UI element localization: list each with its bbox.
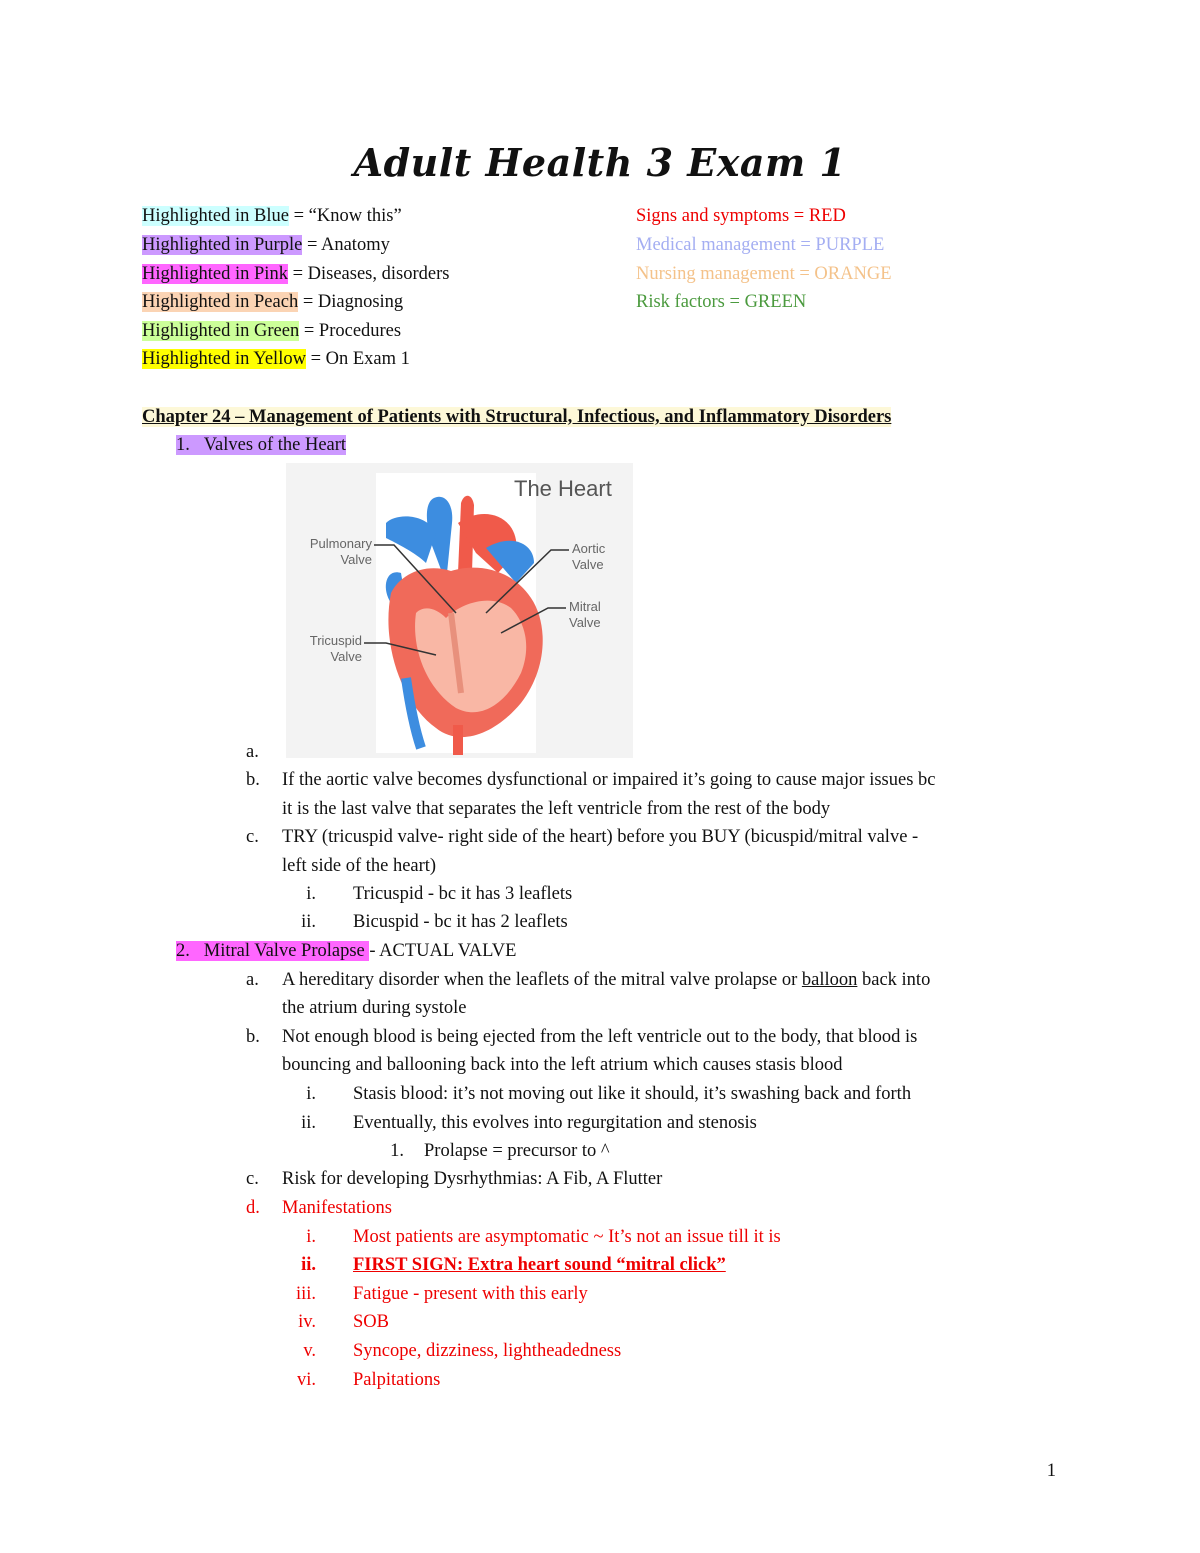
- item-2a-line1: A hereditary disorder when the leaflets of the mitral valve prolapse or balloon back into: [282, 970, 931, 990]
- legend-medical: Medical management = PURPLE: [636, 235, 885, 255]
- legend-blue: Highlighted in Blue = “Know this”: [142, 206, 402, 226]
- manifestation-first-sign: FIRST SIGN: Extra heart sound “mitral click”: [353, 1255, 726, 1275]
- heart-diagram: [286, 463, 633, 758]
- item-2d-marker: d.: [246, 1198, 260, 1218]
- item-2bi-text: Stasis blood: it’s not moving out like it should, it’s swashing back and forth: [353, 1084, 912, 1104]
- legend-peach: Highlighted in Peach = Diagnosing: [142, 292, 404, 312]
- item-1c-line2: left side of the heart): [282, 856, 437, 876]
- svg-text:Mitral: Mitral: [569, 599, 601, 614]
- item-2c-marker: c.: [246, 1169, 259, 1189]
- manifestation-item: Syncope, dizziness, lightheadedness: [353, 1341, 622, 1361]
- svg-text:Aortic: Aortic: [572, 541, 606, 556]
- section-valves: 1. Valves of the Heart: [176, 435, 347, 455]
- item-2bii1-marker: 1.: [390, 1141, 404, 1161]
- document-title: Adult Health 3 Exam 1: [353, 140, 847, 185]
- item-2a-line2: the atrium during systole: [282, 998, 467, 1018]
- item-1cii-marker: ii.: [301, 912, 316, 932]
- item-2bi-marker: i.: [306, 1084, 316, 1104]
- manifestation-marker: iii.: [295, 1284, 316, 1304]
- legend-green: Highlighted in Green = Procedures: [142, 321, 402, 341]
- svg-text:Tricuspid: Tricuspid: [309, 633, 362, 648]
- item-2b-line2: bouncing and ballooning back into the left atrium which causes stasis blood: [282, 1055, 843, 1075]
- item-1c-line1: TRY (tricuspid valve- right side of the heart) before you BUY (bicuspid/mitral valve -: [282, 827, 919, 847]
- item-2b-line1: Not enough blood is being ejected from the left ventricle out to the body, that blood is: [282, 1027, 918, 1047]
- chapter-heading: Chapter 24 – Management of Patients with Structural, Infectious, and Inflammatory Disorders: [142, 407, 892, 427]
- manifestation-item: SOB: [353, 1312, 389, 1332]
- manifestation-marker: vi.: [296, 1370, 316, 1390]
- item-1ci-marker: i.: [306, 884, 316, 904]
- item-1b-line2: it is the last valve that separates the left ventricle from the rest of the body: [282, 799, 831, 819]
- manifestation-item: Palpitations: [353, 1370, 441, 1390]
- item-2d-text: Manifestations: [282, 1198, 392, 1218]
- item-1ci-text: Tricuspid - bc it has 3 leaflets: [353, 884, 573, 904]
- manifestation-marker: ii.: [301, 1255, 316, 1275]
- item-2bii-marker: ii.: [301, 1113, 316, 1133]
- legend-risk: Risk factors = GREEN: [636, 292, 807, 312]
- manifestation-marker: v.: [303, 1341, 316, 1361]
- item-2bii-text: Eventually, this evolves into regurgitation and stenosis: [353, 1113, 757, 1133]
- svg-text:Pulmonary: Pulmonary: [309, 536, 372, 551]
- svg-text:Valve: Valve: [569, 615, 601, 630]
- svg-text:Valve: Valve: [572, 557, 604, 572]
- manifestation-item: Most patients are asymptomatic ~ It’s not an issue till it is: [353, 1227, 781, 1247]
- fig-title: The Heart: [514, 476, 612, 501]
- heart-illustration: [286, 463, 633, 758]
- manifestation-marker: iv.: [298, 1312, 316, 1332]
- item-1b-line1: If the aortic valve becomes dysfunctional or impaired it’s going to cause major issues bc: [282, 770, 936, 790]
- item-1a-marker: a.: [246, 742, 259, 762]
- legend-purple: Highlighted in Purple = Anatomy: [142, 235, 390, 255]
- manifestation-marker: i.: [306, 1227, 316, 1247]
- svg-text:Valve: Valve: [330, 649, 362, 664]
- page-number: 1: [1046, 1461, 1056, 1481]
- item-1cii-text: Bicuspid - bc it has 2 leaflets: [353, 912, 568, 932]
- item-2b-marker: b.: [246, 1027, 260, 1047]
- item-2c-text: Risk for developing Dysrhythmias: A Fib, A Flutter: [282, 1169, 663, 1189]
- svg-text:Valve: Valve: [340, 552, 372, 567]
- legend-nursing: Nursing management = ORANGE: [636, 264, 892, 284]
- legend-pink: Highlighted in Pink = Diseases, disorders: [142, 264, 450, 284]
- item-2bii1-text: Prolapse = precursor to ^: [424, 1141, 610, 1161]
- section-mvp: 2. Mitral Valve Prolapse - ACTUAL VALVE: [176, 941, 517, 961]
- legend-red: Signs and symptoms = RED: [636, 206, 846, 226]
- item-1b-marker: b.: [246, 770, 260, 790]
- legend-yellow: Highlighted in Yellow = On Exam 1: [142, 349, 410, 369]
- item-1c-marker: c.: [246, 827, 259, 847]
- manifestation-item: Fatigue - present with this early: [353, 1284, 588, 1304]
- item-2a-marker: a.: [246, 970, 259, 990]
